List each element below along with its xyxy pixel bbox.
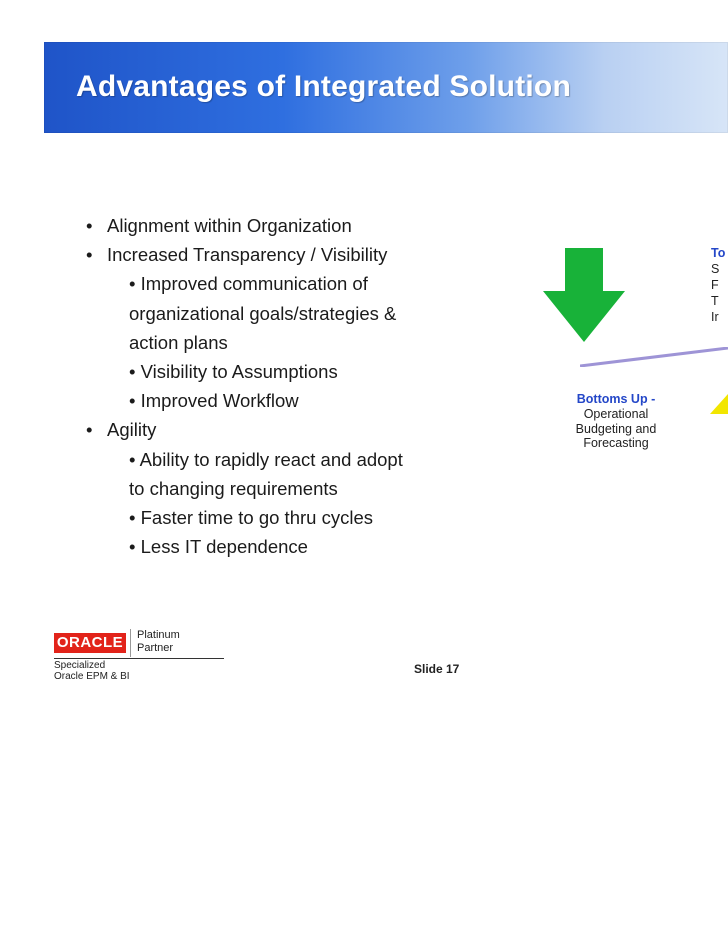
logo-divider (54, 658, 224, 659)
platinum-line: Platinum (137, 629, 180, 641)
top-down-label (711, 245, 728, 325)
bottoms-up-line: Operational (583, 406, 649, 421)
top-down-line: T (711, 294, 719, 308)
bullet-item-alignment (86, 211, 476, 240)
sub-bullet-line: to changing requirements (129, 477, 338, 499)
bullet-text: Agility (107, 419, 157, 441)
sub-bullet-line: • Less IT dependence (129, 536, 308, 558)
top-down-line: S (711, 262, 720, 276)
specialized-text (54, 660, 130, 682)
top-down-line: F (711, 278, 719, 292)
bottoms-up-line: Budgeting and (575, 421, 657, 436)
platinum-partner-text (130, 629, 232, 657)
bottoms-up-label (565, 392, 667, 451)
sub-bullet-line: • Ability to rapidly react and adopt (129, 448, 403, 470)
top-down-line: Ir (711, 310, 719, 324)
oracle-logo: ORACLE (54, 633, 126, 653)
bullet-icon: • (86, 215, 93, 236)
bottoms-up-line: Forecasting (583, 436, 649, 451)
sub-bullet-line: • Faster time to go thru cycles (129, 507, 373, 529)
sub-bullet-line: • Improved Workflow (129, 390, 299, 412)
sub-bullet-group-agility (86, 445, 476, 562)
specialized-line: Oracle EPM & BI (54, 671, 130, 682)
sub-bullet-line: • Improved communication of (129, 273, 368, 295)
bottoms-up-dash: - (651, 392, 656, 406)
partner-line: Partner (137, 642, 174, 654)
specialized-line: Specialized (54, 660, 106, 671)
bullet-text: Alignment within Organization (107, 215, 352, 236)
slide-number: Slide 17 (414, 662, 460, 676)
up-arrow-icon (710, 394, 728, 414)
bottoms-up-title-row (565, 392, 667, 407)
sub-bullet-line: • Visibility to Assumptions (129, 361, 338, 383)
bullet-item-agility (86, 415, 476, 444)
connector-line (580, 347, 728, 367)
bullet-text: Increased Transparency / Visibility (107, 244, 388, 266)
down-arrow-icon (543, 248, 625, 342)
slide-title: Advantages of Integrated Solution (76, 70, 571, 103)
oracle-partner-logo (54, 629, 234, 685)
sub-bullet-line: action plans (129, 331, 228, 353)
bullet-item-transparency (86, 240, 476, 269)
sub-bullet-group-transparency (86, 269, 476, 415)
bullet-list (86, 211, 476, 561)
bottoms-up-title: Bottoms Up (576, 392, 648, 406)
bullet-icon: • (86, 244, 93, 266)
top-down-title: To (711, 246, 726, 260)
sub-bullet-line: organizational goals/strategies & (129, 302, 397, 324)
bullet-icon: • (86, 419, 93, 441)
